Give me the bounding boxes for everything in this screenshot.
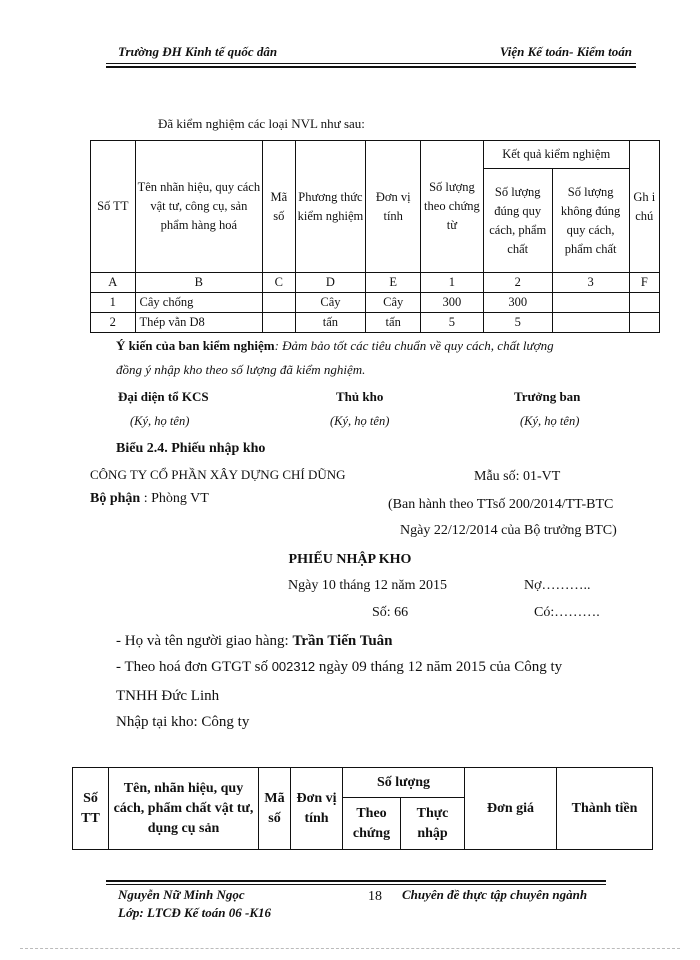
supplier-name: TNHH Đức Linh — [116, 688, 220, 704]
row-method: tấn — [295, 313, 366, 333]
row-qty: 300 — [421, 293, 484, 313]
row-code — [263, 313, 295, 333]
col-stt-header: Số TT — [91, 141, 136, 273]
col-result-header: Kết quả kiểm nghiệm — [483, 141, 629, 169]
header-school: Trường ĐH Kinh tế quốc dân — [118, 44, 278, 59]
receipt-col-price: Đơn giá — [465, 768, 557, 850]
col-code-header: Mã số — [263, 141, 295, 273]
table-row — [91, 293, 660, 313]
signature-storekeeper-title: Thủ kho — [336, 389, 384, 404]
letter-cell: F — [629, 273, 659, 293]
department-value: : Phòng VT — [140, 491, 209, 506]
issued-date: Ngày 22/12/2014 của Bộ trưởng BTC) — [400, 523, 617, 538]
receipt-col-name: Tên, nhãn hiệu, quy cách, phẩm chất vật tư, dụng cụ sản — [109, 768, 259, 850]
receipt-date: Ngày 10 tháng 12 năm 2015 — [288, 578, 448, 593]
row-unit: Cây — [366, 293, 421, 313]
row-ok: 300 — [483, 293, 552, 313]
company-name: CÔNG TY CỔ PHẦN XÂY DỰNG CHÍ DŨNG — [90, 467, 346, 482]
signature-kcs-title: Đại diện tổ KCS — [118, 389, 209, 404]
page-title: PHIẾU NHẬP KHO — [288, 552, 412, 567]
opinion-text: : Đảm bảo tốt các tiêu chuẩn về quy cách, chất lượng — [274, 338, 554, 353]
col-name-header: Tên nhãn hiệu, quy cách vật tư, công cụ, sản phẩm hàng hoá — [135, 141, 263, 273]
debit-account: Nợ……….. — [524, 578, 591, 593]
row-not-ok — [552, 293, 629, 313]
deliverer-label: - Họ và tên người giao hàng: — [116, 633, 293, 649]
row-ok: 5 — [483, 313, 552, 333]
invoice-prefix: - Theo hoá đơn GTGT số — [116, 659, 272, 675]
col-not-ok-header: Số lượng không đúng quy cách, phẩm chất — [552, 169, 629, 273]
signature-head-note: (Ký, họ tên) — [520, 414, 580, 428]
signature-storekeeper-note: (Ký, họ tên) — [330, 414, 390, 428]
letter-cell: 3 — [552, 273, 629, 293]
inspection-table — [90, 140, 660, 333]
department-label: Bộ phận — [90, 491, 141, 506]
opinion-line-1 — [116, 338, 554, 354]
header-institute: Viện Kế toán- Kiểm toán — [499, 44, 632, 59]
row-stt: 1 — [91, 293, 136, 313]
header-divider — [106, 63, 636, 64]
receipt-col-qty: Số lượng — [343, 768, 465, 798]
letter-cell: 1 — [421, 273, 484, 293]
receipt-col-stt: Số TT — [73, 768, 109, 850]
receipt-col-code: Mã số — [259, 768, 291, 850]
page-number: 18 — [368, 889, 382, 904]
row-qty: 5 — [421, 313, 484, 333]
footer-divider — [106, 884, 606, 885]
invoice-line — [116, 659, 562, 676]
col-ok-header: Số lượng đúng quy cách, phẩm chất — [483, 169, 552, 273]
receipt-col-unit: Đơn vị tính — [291, 768, 343, 850]
row-note — [629, 293, 659, 313]
letter-cell: 2 — [483, 273, 552, 293]
footer-title: Chuyên đề thực tập chuyên ngành — [402, 887, 588, 902]
letter-cell: A — [91, 273, 136, 293]
row-not-ok — [552, 313, 629, 333]
signature-head-title: Trưởng ban — [514, 389, 581, 404]
col-method-header: Phương thức kiểm nghiệm — [295, 141, 366, 273]
letter-cell: E — [366, 273, 421, 293]
letter-cell: C — [263, 273, 295, 293]
footer-author: Nguyễn Nữ Minh Ngọc — [118, 887, 245, 902]
deliverer-name: Trần Tiến Tuân — [292, 633, 393, 649]
header-divider-thick — [106, 66, 636, 68]
opinion-label: Ý kiến của ban kiểm nghiệm — [116, 338, 275, 353]
receipt-number: Số: 66 — [372, 605, 409, 620]
row-name: Cây chống — [135, 293, 263, 313]
letter-row — [91, 273, 660, 293]
row-unit: tấn — [366, 313, 421, 333]
col-qty-doc-header: Số lượng theo chứng từ — [421, 141, 484, 273]
col-unit-header: Đơn vị tính — [366, 141, 421, 273]
letter-cell: D — [295, 273, 366, 293]
form-number: Mẫu số: 01-VT — [474, 469, 561, 484]
figure-caption: Biểu 2.4. Phiếu nhập kho — [116, 441, 266, 456]
deliverer-line — [116, 633, 393, 650]
row-stt: 2 — [91, 313, 136, 333]
receipt-table — [72, 767, 653, 850]
row-code — [263, 293, 295, 313]
credit-account: Có:………. — [534, 605, 600, 620]
opinion-line-2: đồng ý nhập kho theo số lượng đã kiểm nghiệm. — [116, 362, 366, 377]
row-method: Cây — [295, 293, 366, 313]
receipt-col-amount: Thành tiền — [557, 768, 653, 850]
issued-by: (Ban hành theo TTsố 200/2014/TT-BTC — [388, 497, 614, 512]
letter-cell: B — [135, 273, 263, 293]
department — [90, 491, 209, 507]
footer-divider-thick — [106, 880, 606, 882]
receipt-col-qty-real: Thực nhập — [401, 798, 465, 850]
inspection-intro: Đã kiểm nghiệm các loại NVL như sau: — [158, 116, 365, 131]
row-note — [629, 313, 659, 333]
row-name: Thép vằn D8 — [135, 313, 263, 333]
page-bottom-divider — [20, 948, 680, 949]
footer-class: Lớp: LTCĐ Kế toán 06 -K16 — [118, 905, 271, 920]
warehouse-line: Nhập tại kho: Công ty — [116, 714, 250, 730]
table-row — [91, 313, 660, 333]
invoice-number: 002312 — [271, 659, 316, 674]
invoice-rest: ngày 09 tháng 12 năm 2015 của Công ty — [315, 659, 563, 675]
col-note-header: Gh i chú — [629, 141, 659, 273]
receipt-col-qty-doc: Theo chứng — [343, 798, 401, 850]
signature-kcs-note: (Ký, họ tên) — [130, 414, 190, 428]
